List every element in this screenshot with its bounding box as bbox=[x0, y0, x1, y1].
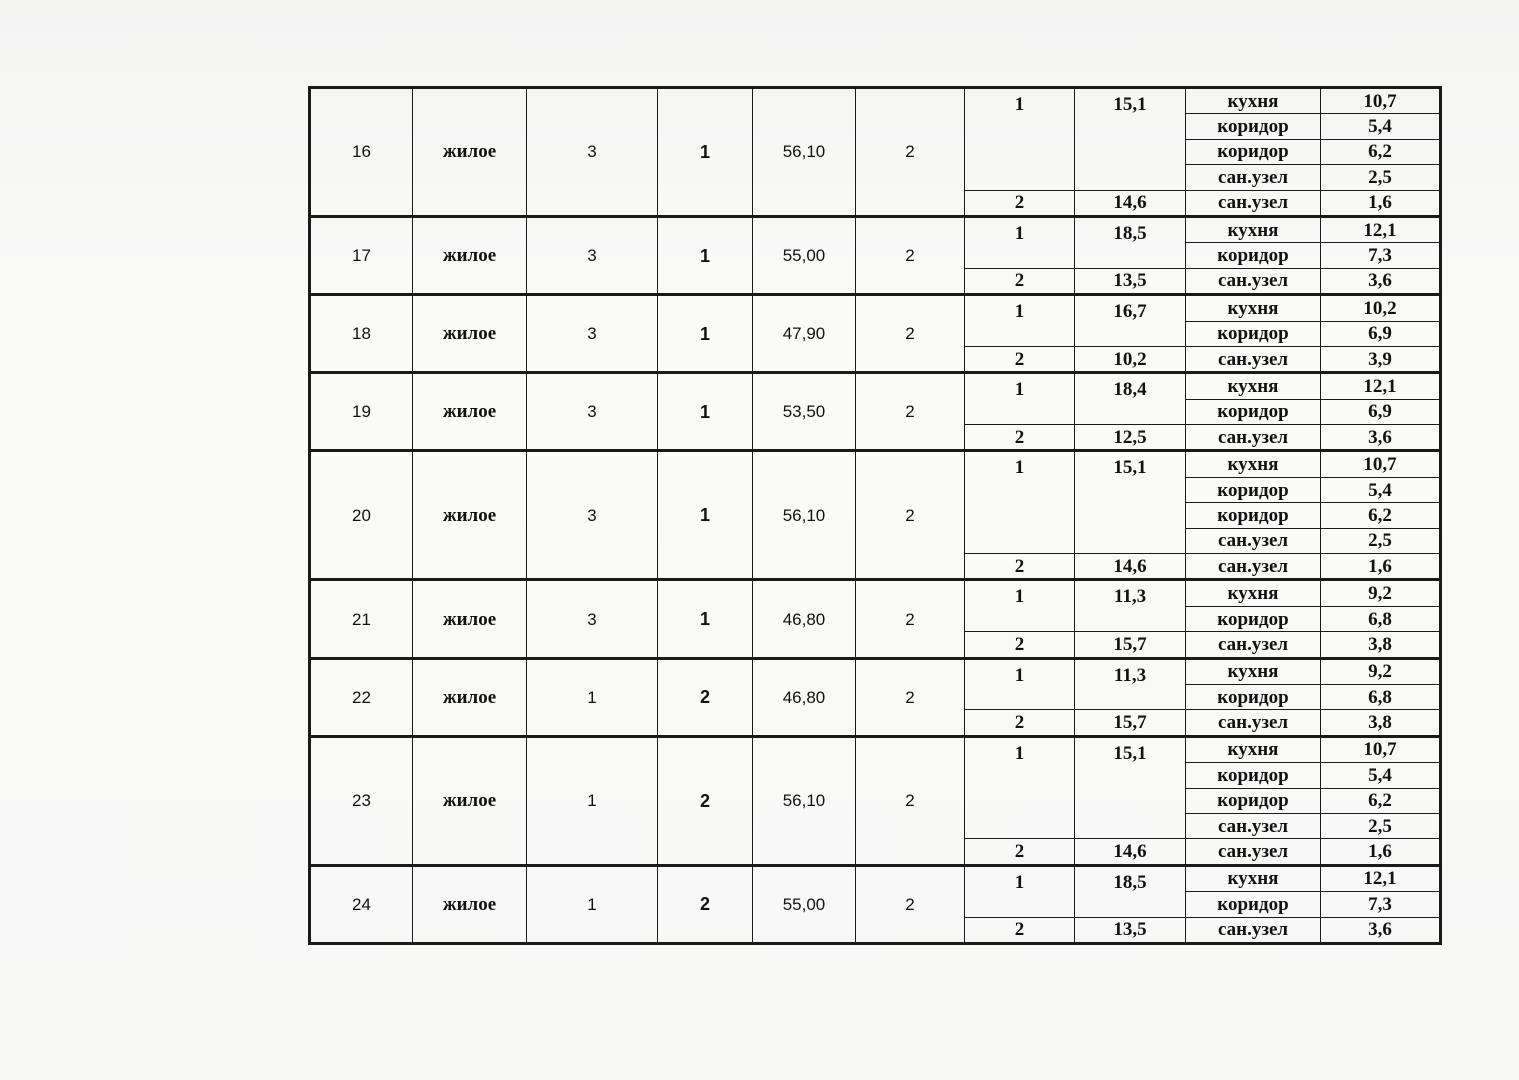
apartment-number: 19 bbox=[310, 373, 413, 451]
aux-room-name: сан.узел bbox=[1186, 528, 1321, 553]
room-number: 2 bbox=[965, 632, 1075, 658]
aux-room-area: 3,8 bbox=[1321, 632, 1441, 658]
apartment-section: 3 bbox=[527, 373, 658, 451]
apartment-number: 24 bbox=[310, 865, 413, 943]
apartment-number: 17 bbox=[310, 216, 413, 294]
apartment-area: 56,10 bbox=[753, 736, 856, 865]
aux-room-area: 3,8 bbox=[1321, 710, 1441, 736]
apartment-floor: 2 bbox=[658, 658, 753, 736]
aux-room-area: 5,4 bbox=[1321, 114, 1441, 139]
apartment-area: 53,50 bbox=[753, 373, 856, 451]
aux-room-name: коридор bbox=[1186, 892, 1321, 917]
apartment-number: 16 bbox=[310, 88, 413, 217]
apartment-number: 20 bbox=[310, 451, 413, 580]
aux-room-name: коридор bbox=[1186, 684, 1321, 709]
aux-room-area: 6,8 bbox=[1321, 684, 1441, 709]
apartment-area: 47,90 bbox=[753, 295, 856, 373]
apartment-area: 46,80 bbox=[753, 580, 856, 658]
apartment-floor: 1 bbox=[658, 88, 753, 217]
apartment-type: жилое bbox=[413, 736, 527, 865]
room-area: 12,5 bbox=[1075, 425, 1186, 451]
room-area: 18,5 bbox=[1075, 216, 1186, 268]
aux-room-name: сан.узел bbox=[1186, 813, 1321, 838]
apartment-area: 56,10 bbox=[753, 451, 856, 580]
apartment-section: 3 bbox=[527, 88, 658, 217]
aux-room-area: 7,3 bbox=[1321, 243, 1441, 268]
apartment-area: 56,10 bbox=[753, 88, 856, 217]
room-area: 14,6 bbox=[1075, 190, 1186, 216]
aux-room-name: коридор bbox=[1186, 321, 1321, 346]
apartment-section: 3 bbox=[527, 451, 658, 580]
apartment-section: 3 bbox=[527, 580, 658, 658]
aux-room-name: коридор bbox=[1186, 477, 1321, 502]
aux-room-area: 10,7 bbox=[1321, 88, 1441, 114]
aux-room-area: 5,4 bbox=[1321, 477, 1441, 502]
apartment-rooms-count: 2 bbox=[856, 580, 965, 658]
aux-room-area: 6,9 bbox=[1321, 399, 1441, 424]
apartment-floor: 1 bbox=[658, 373, 753, 451]
aux-room-area: 10,7 bbox=[1321, 451, 1441, 477]
aux-room-name: кухня bbox=[1186, 451, 1321, 477]
aux-room-name: кухня bbox=[1186, 373, 1321, 399]
aux-room-area: 3,6 bbox=[1321, 268, 1441, 294]
apartment-rooms-count: 2 bbox=[856, 451, 965, 580]
room-area: 11,3 bbox=[1075, 658, 1186, 710]
room-number: 2 bbox=[965, 554, 1075, 580]
room-area: 15,7 bbox=[1075, 632, 1186, 658]
apartment-type: жилое bbox=[413, 295, 527, 373]
room-area: 13,5 bbox=[1075, 917, 1186, 943]
room-area: 15,1 bbox=[1075, 736, 1186, 839]
apartment-section: 1 bbox=[527, 736, 658, 865]
room-number: 2 bbox=[965, 839, 1075, 865]
table-row bbox=[310, 88, 1441, 114]
aux-room-area: 9,2 bbox=[1321, 658, 1441, 684]
room-number: 1 bbox=[965, 865, 1075, 917]
aux-room-area: 2,5 bbox=[1321, 528, 1441, 553]
room-number: 1 bbox=[965, 736, 1075, 839]
aux-room-area: 6,9 bbox=[1321, 321, 1441, 346]
aux-room-area: 3,6 bbox=[1321, 425, 1441, 451]
aux-room-name: сан.узел bbox=[1186, 917, 1321, 943]
aux-room-name: кухня bbox=[1186, 658, 1321, 684]
room-number: 2 bbox=[965, 917, 1075, 943]
room-area: 15,1 bbox=[1075, 88, 1186, 191]
apartment-section: 3 bbox=[527, 216, 658, 294]
aux-room-name: кухня bbox=[1186, 865, 1321, 891]
room-number: 1 bbox=[965, 451, 1075, 554]
apartment-type: жилое bbox=[413, 373, 527, 451]
aux-room-area: 3,6 bbox=[1321, 917, 1441, 943]
aux-room-area: 1,6 bbox=[1321, 839, 1441, 865]
room-area: 13,5 bbox=[1075, 268, 1186, 294]
apartment-type: жилое bbox=[413, 865, 527, 943]
aux-room-name: сан.узел bbox=[1186, 839, 1321, 865]
aux-room-name: сан.узел bbox=[1186, 632, 1321, 658]
apartment-section: 1 bbox=[527, 658, 658, 736]
room-area: 18,5 bbox=[1075, 865, 1186, 917]
aux-room-name: сан.узел bbox=[1186, 165, 1321, 190]
aux-room-name: коридор bbox=[1186, 114, 1321, 139]
table-row bbox=[310, 865, 1441, 891]
apartment-floor: 1 bbox=[658, 216, 753, 294]
apartment-rooms-count: 2 bbox=[856, 658, 965, 736]
aux-room-name: сан.узел bbox=[1186, 425, 1321, 451]
table-row bbox=[310, 736, 1441, 762]
aux-room-name: коридор bbox=[1186, 399, 1321, 424]
aux-room-name: сан.узел bbox=[1186, 268, 1321, 294]
apartment-number: 18 bbox=[310, 295, 413, 373]
aux-room-name: коридор bbox=[1186, 606, 1321, 631]
aux-room-name: коридор bbox=[1186, 788, 1321, 813]
apartment-type: жилое bbox=[413, 88, 527, 217]
room-number: 1 bbox=[965, 88, 1075, 191]
room-number: 1 bbox=[965, 295, 1075, 347]
aux-room-name: коридор bbox=[1186, 243, 1321, 268]
aux-room-area: 9,2 bbox=[1321, 580, 1441, 606]
table-row bbox=[310, 216, 1441, 242]
apartment-area: 55,00 bbox=[753, 865, 856, 943]
aux-room-area: 12,1 bbox=[1321, 865, 1441, 891]
aux-room-name: кухня bbox=[1186, 580, 1321, 606]
aux-room-name: кухня bbox=[1186, 736, 1321, 762]
aux-room-area: 6,2 bbox=[1321, 788, 1441, 813]
room-number: 2 bbox=[965, 425, 1075, 451]
apartment-rooms-count: 2 bbox=[856, 295, 965, 373]
aux-room-area: 6,8 bbox=[1321, 606, 1441, 631]
room-area: 15,7 bbox=[1075, 710, 1186, 736]
aux-room-area: 12,1 bbox=[1321, 216, 1441, 242]
table-row bbox=[310, 373, 1441, 399]
aux-room-name: кухня bbox=[1186, 88, 1321, 114]
apartment-floor: 2 bbox=[658, 736, 753, 865]
room-number: 1 bbox=[965, 373, 1075, 425]
aux-room-area: 1,6 bbox=[1321, 190, 1441, 216]
apartment-area: 55,00 bbox=[753, 216, 856, 294]
apartment-type: жилое bbox=[413, 580, 527, 658]
room-number: 2 bbox=[965, 346, 1075, 372]
room-number: 1 bbox=[965, 580, 1075, 632]
aux-room-area: 5,4 bbox=[1321, 763, 1441, 788]
aux-room-area: 2,5 bbox=[1321, 813, 1441, 838]
aux-room-name: коридор bbox=[1186, 139, 1321, 164]
room-area: 16,7 bbox=[1075, 295, 1186, 347]
apartment-area: 46,80 bbox=[753, 658, 856, 736]
apartment-section: 3 bbox=[527, 295, 658, 373]
aux-room-area: 7,3 bbox=[1321, 892, 1441, 917]
apartment-rooms-count: 2 bbox=[856, 865, 965, 943]
aux-room-name: кухня bbox=[1186, 295, 1321, 321]
apartment-floor: 2 bbox=[658, 865, 753, 943]
aux-room-name: кухня bbox=[1186, 216, 1321, 242]
room-number: 1 bbox=[965, 658, 1075, 710]
aux-room-area: 3,9 bbox=[1321, 346, 1441, 372]
apartment-type: жилое bbox=[413, 451, 527, 580]
aux-room-area: 10,2 bbox=[1321, 295, 1441, 321]
apartment-type: жилое bbox=[413, 216, 527, 294]
apartment-rooms-count: 2 bbox=[856, 373, 965, 451]
aux-room-area: 10,7 bbox=[1321, 736, 1441, 762]
apartment-floor: 1 bbox=[658, 580, 753, 658]
apartment-floor: 1 bbox=[658, 295, 753, 373]
aux-room-area: 1,6 bbox=[1321, 554, 1441, 580]
aux-room-area: 2,5 bbox=[1321, 165, 1441, 190]
table-row bbox=[310, 580, 1441, 606]
room-number: 2 bbox=[965, 268, 1075, 294]
apartment-rooms-count: 2 bbox=[856, 88, 965, 217]
aux-room-name: коридор bbox=[1186, 503, 1321, 528]
apartment-number: 23 bbox=[310, 736, 413, 865]
apartment-number: 22 bbox=[310, 658, 413, 736]
aux-room-name: сан.узел bbox=[1186, 710, 1321, 736]
aux-room-area: 6,2 bbox=[1321, 139, 1441, 164]
room-area: 10,2 bbox=[1075, 346, 1186, 372]
table-row bbox=[310, 295, 1441, 321]
room-number: 1 bbox=[965, 216, 1075, 268]
room-area: 18,4 bbox=[1075, 373, 1186, 425]
aux-room-name: коридор bbox=[1186, 763, 1321, 788]
aux-room-area: 6,2 bbox=[1321, 503, 1441, 528]
apartment-table bbox=[308, 86, 1442, 945]
room-area: 11,3 bbox=[1075, 580, 1186, 632]
apartment-type: жилое bbox=[413, 658, 527, 736]
aux-room-area: 12,1 bbox=[1321, 373, 1441, 399]
table-row bbox=[310, 658, 1441, 684]
apartment-number: 21 bbox=[310, 580, 413, 658]
room-area: 14,6 bbox=[1075, 554, 1186, 580]
room-number: 2 bbox=[965, 710, 1075, 736]
apartment-rooms-count: 2 bbox=[856, 216, 965, 294]
apartment-floor: 1 bbox=[658, 451, 753, 580]
aux-room-name: сан.узел bbox=[1186, 190, 1321, 216]
aux-room-name: сан.узел bbox=[1186, 346, 1321, 372]
apartment-section: 1 bbox=[527, 865, 658, 943]
table-row bbox=[310, 451, 1441, 477]
room-area: 15,1 bbox=[1075, 451, 1186, 554]
room-area: 14,6 bbox=[1075, 839, 1186, 865]
apartment-rooms-count: 2 bbox=[856, 736, 965, 865]
aux-room-name: сан.узел bbox=[1186, 554, 1321, 580]
room-number: 2 bbox=[965, 190, 1075, 216]
